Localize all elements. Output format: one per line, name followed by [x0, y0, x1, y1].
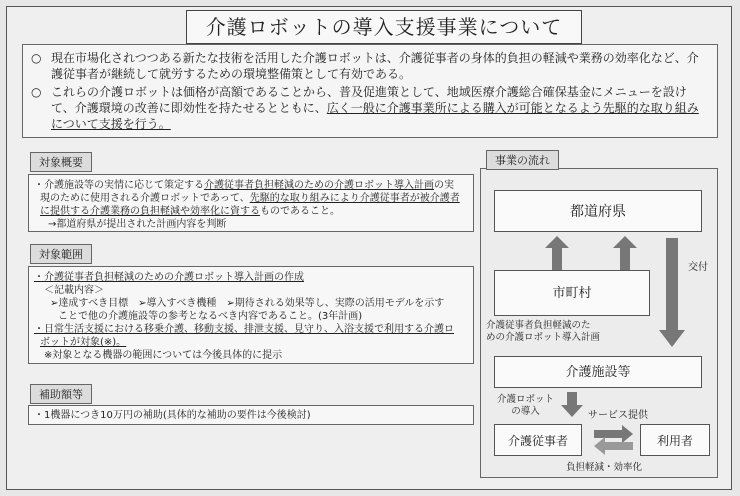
- intro-paragraph-1: [31, 50, 707, 82]
- intro-text-2: これらの介護ロボットは価格が高額であることから、普及促進策として、地域医療介護総合確保基金にメニューを設けて、介護環境の改善に即効性を持たせるとともに、: [51, 85, 687, 115]
- up-arrow-icon: [544, 236, 570, 270]
- scope-line: ※対象となる機器の範囲については今後具体的に提示: [44, 350, 283, 361]
- overview-text: ・介護施設等の実情に応じて策定する: [34, 180, 204, 191]
- intro-note: 介護ロボット の導入: [497, 394, 555, 417]
- scope-line: ・介護従事者負担軽減のための介護ロボット導入計画の作成: [34, 272, 304, 283]
- subsidy-box: [28, 405, 474, 425]
- service-label: サービス提供: [588, 410, 648, 421]
- page-title: 介護ロボットの導入支援事業について: [186, 10, 582, 44]
- overview-line: [34, 192, 468, 205]
- overview-text: ものであること。: [260, 206, 340, 217]
- subsidy-tag: 補助額等: [30, 384, 92, 404]
- exchange-arrows-icon: [594, 424, 634, 456]
- overview-line: [34, 179, 468, 192]
- circle-bullet-icon: ○: [31, 85, 42, 99]
- overview-line: [34, 205, 468, 218]
- grant-label: 交付: [688, 262, 708, 273]
- subsidy-line: ・1機器につき10万円の補助(具体的な補助の要件は今後検討): [34, 410, 311, 421]
- scope-line: ボットが対象(※)。: [40, 337, 127, 348]
- intro-text-2-underlined: 広く一般に介護事業所による購入が可能となるよう先駆的な取り組みについて支援を行う。: [51, 101, 699, 131]
- scope-tag: 対象範囲: [30, 244, 92, 264]
- overview-text: 現のために使用される介護ロボットであって、: [40, 193, 250, 204]
- overview-box: [28, 174, 474, 232]
- up-arrow-icon: [612, 236, 638, 270]
- effect-label: 負担軽減・効率化: [566, 462, 643, 473]
- care-worker-node: 介護従事者: [494, 424, 582, 456]
- scope-line: ・日常生活支援における移乗介護、移動支援、排泄支援、見守り、入浴支援で利用する介護ロ: [34, 324, 454, 335]
- overview-tag: 対象概要: [30, 152, 92, 172]
- prefecture-node: 都道府県: [494, 190, 702, 232]
- facility-node: 介護施設等: [494, 356, 702, 388]
- overview-text-underlined: 先駆的な取り組みにより介護従事者が被介護者: [249, 193, 460, 204]
- flow-tag: 事業の流れ: [486, 150, 559, 170]
- municipality-node: 市町村: [494, 270, 650, 316]
- down-arrow-icon: [658, 238, 686, 348]
- overview-text: の実: [434, 180, 454, 191]
- overview-text-underlined: 介護従事者負担軽減のための介護ロボット導入計画: [204, 180, 434, 191]
- scope-line: ➢達成すべき目標 ➢導入すべき機種 ➢期待される効果等し、実際の活用モデルを示す: [50, 298, 445, 309]
- circle-bullet-icon: ○: [31, 51, 42, 65]
- down-arrow-icon: [560, 392, 584, 418]
- scope-line: ＜記載内容＞: [44, 285, 104, 296]
- plan-note: 介護従事者負担軽減のた めの介護ロボット導入計画: [486, 320, 601, 343]
- user-node: 利用者: [640, 424, 710, 456]
- overview-line: →都道府県が提出された計画内容を判断: [48, 219, 227, 230]
- intro-paragraph-2: [31, 84, 707, 132]
- scope-line: ことで他の介護施設等の参考となるべき内容であること。(3年計画): [58, 311, 363, 322]
- scope-box: [28, 266, 474, 364]
- overview-text-underlined: に提供する介護業務の負担軽減や効率化に資する: [40, 206, 260, 217]
- intro-text-1: 現在市場化されつつある新たな技術を活用した介護ロボットは、介護従事者の身体的負担の軽減や業務の効率化など、介護従事者が継続して就労するための環境整備策として有効である。: [51, 51, 699, 81]
- intro-box: [22, 44, 718, 138]
